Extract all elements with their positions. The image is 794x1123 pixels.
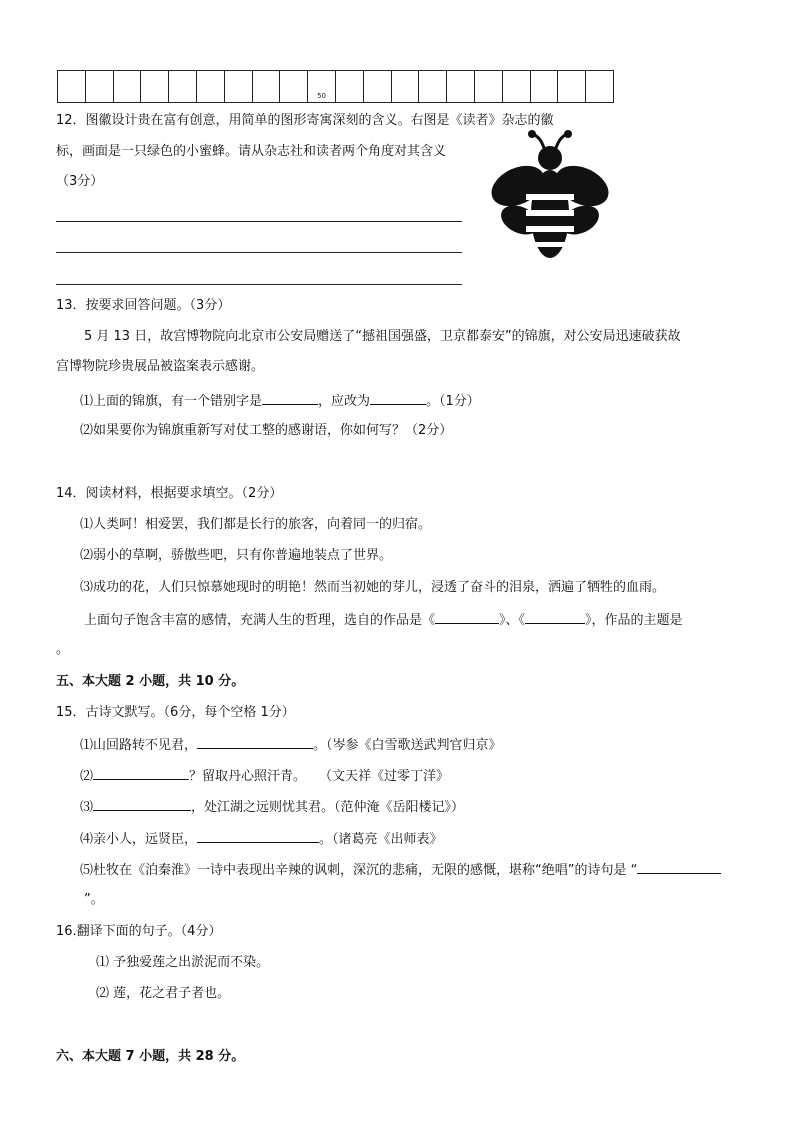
q14-summary-end: 。	[56, 642, 70, 657]
q13-correct-char-blank[interactable]	[370, 391, 426, 405]
q15-line3	[80, 797, 464, 817]
q15-line1-text-a: ⑴山回路转不见君，	[80, 738, 198, 753]
grid-cell[interactable]	[447, 71, 475, 103]
q15-line4-text-b: 。（诸葛亮《出师表》	[319, 832, 443, 847]
q15-line3-text-a: ⑶	[80, 800, 94, 815]
grid-cell[interactable]	[141, 71, 169, 103]
q12-line1: 12．图徽设计贵在富有创意，用简单的图形寄寓深刻的含义。右图是《读者》杂志的徽	[56, 113, 554, 128]
q16-sentence-1: ⑴ 予独爱莲之出淤泥而不染。	[96, 955, 270, 970]
q15-line1	[80, 735, 502, 755]
q13-sub1-text-c: 。（1分）	[426, 394, 480, 409]
q12-line3: （3分）	[56, 174, 104, 189]
q13-para-line1: 5 月 13 日，故宫博物院向北京市公安局赠送了“撼祖国强盛，卫京都泰安”的锦旗，对公安局迅速破获故	[84, 329, 681, 344]
q13-wrong-char-blank[interactable]	[262, 391, 318, 405]
q14-work-blank-2[interactable]	[525, 610, 585, 624]
q15-line5	[80, 860, 721, 880]
q12-answer-line-3[interactable]	[56, 284, 462, 285]
grid-cell[interactable]	[308, 71, 336, 103]
grid-cell[interactable]	[253, 71, 281, 103]
grid-cell[interactable]	[280, 71, 308, 103]
grid-cell[interactable]	[503, 71, 531, 103]
grid-cell[interactable]	[197, 71, 225, 103]
q15-blank-1[interactable]	[197, 735, 313, 749]
q13-sub1-text-b: ，应改为	[318, 394, 371, 409]
q15-line2	[80, 766, 449, 786]
q16-sentence-2: ⑵ 莲，花之君子者也。	[96, 986, 231, 1001]
q14-work-blank-1[interactable]	[435, 610, 499, 624]
answer-grid	[57, 70, 614, 103]
q15-blank-5[interactable]	[637, 860, 721, 874]
q15-blank-2[interactable]	[93, 766, 189, 780]
q12-line2: 标，画面是一只绿色的小蜜蜂。请从杂志社和读者两个角度对其含义	[56, 144, 447, 159]
grid-cell[interactable]	[558, 71, 586, 103]
q15-line2-text-b: ？留取丹心照汗青。 （文天祥《过零丁洋》	[189, 769, 450, 784]
q15-title: 15．古诗文默写。（6分，每个空格 1分）	[56, 705, 295, 720]
grid-cell[interactable]	[531, 71, 559, 103]
q13-title: 13．按要求回答问题。（3分）	[56, 298, 231, 313]
grid-cell[interactable]	[364, 71, 392, 103]
grid-cell[interactable]	[392, 71, 420, 103]
q15-line4-text-a: ⑷亲小人，远贤臣，	[80, 832, 198, 847]
q14-sentence-3: ⑶成功的花，人们只惊慕她现时的明艳！然而当初她的芽儿，浸透了奋斗的泪泉，洒遍了牺牲的血雨。	[80, 580, 666, 595]
q13-sub1	[80, 391, 480, 411]
grid-cell[interactable]	[86, 71, 114, 103]
q15-line2-text-a: ⑵	[80, 769, 94, 784]
q13-para-line2: 宫博物院珍贵展品被盗案表示感谢。	[56, 359, 265, 374]
bee-logo-icon	[486, 128, 614, 268]
q14-summary-text-b: 》、《	[499, 613, 526, 628]
q15-line5-text-a: ⑸杜牧在《泊秦淮》一诗中表现出辛辣的讽刺，深沉的悲痛，无限的感慨，堪称“绝唱”的诗句是 “	[80, 863, 638, 878]
q14-title: 14．阅读材料，根据要求填空。（2分）	[56, 486, 283, 501]
q14-summary-text-c: 》，作品的主题是	[585, 613, 683, 628]
q15-line4	[80, 829, 443, 849]
grid-cell[interactable]	[419, 71, 447, 103]
grid-cell[interactable]	[475, 71, 503, 103]
q16-title: 16.翻译下面的句子。（4分）	[56, 924, 222, 939]
grid-cell[interactable]	[225, 71, 253, 103]
q15-line5-end: ”。	[84, 892, 104, 907]
q13-sub1-text-a: ⑴上面的锦旗，有一个错别字是	[80, 394, 263, 409]
grid-cell[interactable]	[58, 71, 86, 103]
q12-answer-line-1[interactable]	[56, 221, 462, 222]
grid-cell[interactable]	[336, 71, 364, 103]
q14-sentence-1: ⑴人类呵！相爱罢，我们都是长行的旅客，向着同一的归宿。	[80, 517, 432, 532]
grid-marker-label: 50	[317, 92, 327, 100]
section-5-heading: 五、本大题 2 小题，共 10 分。	[56, 674, 245, 689]
grid-cell[interactable]	[169, 71, 197, 103]
q14-sentence-2: ⑵弱小的草啊，骄傲些吧，只有你普遍地装点了世界。	[80, 548, 393, 563]
q14-summary	[84, 610, 683, 630]
section-6-heading: 六、本大题 7 小题，共 28 分。	[56, 1049, 245, 1064]
q15-line3-text-b: ，处江湖之远则忧其君。（范仲淹《岳阳楼记》）	[191, 800, 465, 815]
q15-line1-text-b: 。（岑参《白雪歌送武判官归京》	[313, 738, 502, 753]
q12-answer-line-2[interactable]	[56, 252, 462, 253]
grid-cell[interactable]	[586, 71, 614, 103]
q14-summary-text-a: 上面句子饱含丰富的感情，充满人生的哲理，选自的作品是《	[84, 613, 436, 628]
q15-blank-4[interactable]	[197, 829, 319, 843]
q15-blank-3[interactable]	[93, 797, 191, 811]
q13-sub2: ⑵如果要你为锦旗重新写对仗工整的感谢语，你如何写？（2分）	[80, 423, 453, 438]
grid-cell[interactable]	[114, 71, 142, 103]
